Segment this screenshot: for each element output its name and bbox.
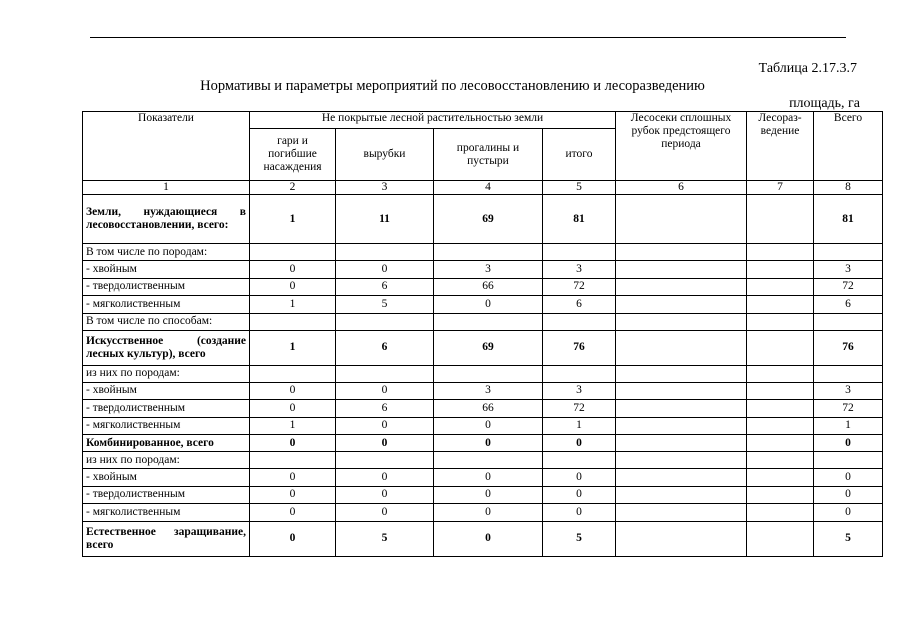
table-row xyxy=(83,452,883,469)
table-cell: 1 xyxy=(250,330,336,365)
table-cell xyxy=(747,435,814,452)
table-cell xyxy=(616,452,747,469)
table-cell xyxy=(336,452,434,469)
row-label: В том числе по породам: xyxy=(83,244,250,261)
table-cell: 72 xyxy=(814,400,883,418)
table-cell: 81 xyxy=(814,195,883,244)
table-row xyxy=(83,435,883,452)
table-cell: 0 xyxy=(336,469,434,487)
table-cell xyxy=(814,313,883,330)
header-afforestation: Лесораз-ведение xyxy=(747,112,814,181)
table-cell: 0 xyxy=(250,521,336,556)
document-title: Нормативы и параметры мероприятий по лесовосстановлению и лесоразведению xyxy=(200,78,705,94)
table-cell xyxy=(616,313,747,330)
table-cell xyxy=(747,486,814,504)
header-indicators: Показатели xyxy=(83,112,250,181)
table-cell: 76 xyxy=(814,330,883,365)
table-cell xyxy=(336,244,434,261)
table-cell xyxy=(336,313,434,330)
table-cell: 5 xyxy=(543,521,616,556)
table-cell xyxy=(616,400,747,418)
table-cell xyxy=(747,195,814,244)
table-cell: 0 xyxy=(543,486,616,504)
table-cell: 0 xyxy=(543,504,616,522)
row-label: - мягколиственным xyxy=(83,296,250,314)
table-cell: 0 xyxy=(434,417,543,435)
table-cell: 1 xyxy=(250,417,336,435)
table-cell: 3 xyxy=(543,261,616,279)
table-cell xyxy=(250,244,336,261)
table-cell: 0 xyxy=(336,261,434,279)
table-row xyxy=(83,521,883,556)
table-cell: 3 xyxy=(543,382,616,400)
table-row xyxy=(83,244,883,261)
table-cell xyxy=(543,452,616,469)
table-cell: 72 xyxy=(543,400,616,418)
table-row xyxy=(83,382,883,400)
table-cell xyxy=(434,313,543,330)
column-number: 8 xyxy=(814,181,883,195)
column-number: 6 xyxy=(616,181,747,195)
header-not-covered: Не покрытые лесной растительностью земли xyxy=(250,112,616,129)
column-number: 4 xyxy=(434,181,543,195)
table-cell xyxy=(747,504,814,522)
row-label: Земли, нуждающиеся в лесовосстановлении, всего: xyxy=(83,195,250,244)
column-number: 5 xyxy=(543,181,616,195)
table-cell: 0 xyxy=(336,382,434,400)
table-cell: 3 xyxy=(814,261,883,279)
table-cell xyxy=(616,382,747,400)
row-label: - хвойным xyxy=(83,261,250,279)
table-cell xyxy=(616,521,747,556)
table-cell xyxy=(616,365,747,382)
table-row xyxy=(83,330,883,365)
table-body xyxy=(83,195,883,557)
row-label: - твердолиственным xyxy=(83,486,250,504)
table-cell xyxy=(747,330,814,365)
table-cell xyxy=(747,469,814,487)
row-label: - хвойным xyxy=(83,382,250,400)
header-subtotal: итого xyxy=(543,129,616,181)
table-cell xyxy=(616,486,747,504)
table-cell xyxy=(616,504,747,522)
units-label: площадь, га xyxy=(789,96,860,111)
table-row xyxy=(83,504,883,522)
table-cell: 66 xyxy=(434,278,543,296)
table-cell: 6 xyxy=(814,296,883,314)
table-cell xyxy=(747,313,814,330)
table-cell xyxy=(747,261,814,279)
table-cell: 6 xyxy=(543,296,616,314)
column-numbers-row xyxy=(83,181,883,195)
table-number: Таблица 2.17.3.7 xyxy=(758,61,857,76)
header-total: Всего xyxy=(814,112,883,181)
table-cell: 0 xyxy=(250,504,336,522)
table-cell: 0 xyxy=(434,486,543,504)
table-cell: 0 xyxy=(434,469,543,487)
table-cell xyxy=(747,382,814,400)
table-row xyxy=(83,261,883,279)
table-cell xyxy=(747,365,814,382)
table-cell: 0 xyxy=(434,504,543,522)
row-label: из них по породам: xyxy=(83,452,250,469)
table-cell: 0 xyxy=(434,296,543,314)
table-cell: 0 xyxy=(336,435,434,452)
table-row xyxy=(83,469,883,487)
data-table xyxy=(82,111,883,557)
top-rule xyxy=(90,37,846,38)
row-label: Естественное заращивание, всего xyxy=(83,521,250,556)
table-cell xyxy=(616,278,747,296)
table-cell: 0 xyxy=(250,382,336,400)
table-cell: 76 xyxy=(543,330,616,365)
table-cell: 0 xyxy=(250,469,336,487)
table-cell xyxy=(747,400,814,418)
table-row xyxy=(83,400,883,418)
table-cell: 0 xyxy=(336,504,434,522)
table-cell: 0 xyxy=(543,469,616,487)
table-cell xyxy=(250,365,336,382)
table-cell xyxy=(814,244,883,261)
table-cell xyxy=(250,313,336,330)
table-row xyxy=(83,365,883,382)
table-cell: 0 xyxy=(250,400,336,418)
table-cell: 5 xyxy=(336,296,434,314)
table-cell: 0 xyxy=(336,486,434,504)
table-cell: 0 xyxy=(434,435,543,452)
table-cell: 1 xyxy=(543,417,616,435)
header-glades: прогалины и пустыри xyxy=(434,129,543,181)
table-cell xyxy=(747,296,814,314)
table-cell: 81 xyxy=(543,195,616,244)
table-cell: 0 xyxy=(814,469,883,487)
table-cell xyxy=(814,365,883,382)
table-row xyxy=(83,486,883,504)
table-cell: 0 xyxy=(814,435,883,452)
table-cell xyxy=(250,452,336,469)
table-cell: 0 xyxy=(543,435,616,452)
table-cell xyxy=(434,244,543,261)
column-number: 7 xyxy=(747,181,814,195)
row-label: - мягколиственным xyxy=(83,417,250,435)
table-cell: 72 xyxy=(814,278,883,296)
table-cell xyxy=(747,244,814,261)
column-number: 1 xyxy=(83,181,250,195)
table-cell: 69 xyxy=(434,195,543,244)
header-clearcuts: Лесосеки сплошных рубок предстоящего периода xyxy=(616,112,747,181)
table-cell xyxy=(616,435,747,452)
table-cell: 66 xyxy=(434,400,543,418)
table-cell xyxy=(747,278,814,296)
table-cell: 0 xyxy=(434,521,543,556)
table-row xyxy=(83,278,883,296)
table-cell xyxy=(616,195,747,244)
table-cell: 0 xyxy=(814,504,883,522)
table-cell: 3 xyxy=(434,382,543,400)
header-cuttings: вырубки xyxy=(336,129,434,181)
table-cell: 1 xyxy=(814,417,883,435)
table-cell xyxy=(616,417,747,435)
table-cell xyxy=(543,313,616,330)
table-row xyxy=(83,313,883,330)
row-label: В том числе по способам: xyxy=(83,313,250,330)
row-label: - твердолиственным xyxy=(83,278,250,296)
table-cell: 1 xyxy=(250,195,336,244)
table-cell: 0 xyxy=(336,417,434,435)
table-cell: 6 xyxy=(336,330,434,365)
row-label: Комбинированное, всего xyxy=(83,435,250,452)
table-cell xyxy=(434,452,543,469)
table-row xyxy=(83,195,883,244)
table-cell xyxy=(543,365,616,382)
table-cell: 1 xyxy=(250,296,336,314)
row-label: - мягколиственным xyxy=(83,504,250,522)
column-number: 2 xyxy=(250,181,336,195)
row-label: - хвойным xyxy=(83,469,250,487)
table-cell xyxy=(543,244,616,261)
table-cell xyxy=(616,261,747,279)
table-row xyxy=(83,417,883,435)
table-cell xyxy=(616,296,747,314)
column-number: 3 xyxy=(336,181,434,195)
table-cell: 0 xyxy=(250,261,336,279)
table-cell: 3 xyxy=(814,382,883,400)
table-cell: 6 xyxy=(336,400,434,418)
table-cell: 11 xyxy=(336,195,434,244)
table-cell: 72 xyxy=(543,278,616,296)
table-cell xyxy=(747,417,814,435)
table-cell: 5 xyxy=(336,521,434,556)
table-cell: 3 xyxy=(434,261,543,279)
table-cell xyxy=(616,469,747,487)
table-cell xyxy=(747,521,814,556)
table-cell xyxy=(434,365,543,382)
table-cell xyxy=(336,365,434,382)
table-cell: 0 xyxy=(250,486,336,504)
row-label: - твердолиственным xyxy=(83,400,250,418)
table-cell: 6 xyxy=(336,278,434,296)
row-label: Искусственное (создание лесных культур), всего xyxy=(83,330,250,365)
table-cell xyxy=(616,244,747,261)
table-cell: 0 xyxy=(250,435,336,452)
table-cell: 0 xyxy=(814,486,883,504)
table-row xyxy=(83,296,883,314)
table-cell: 5 xyxy=(814,521,883,556)
table-cell: 69 xyxy=(434,330,543,365)
header-burned: гари и погибшие насаждения xyxy=(250,129,336,181)
table-cell xyxy=(814,452,883,469)
table-cell xyxy=(616,330,747,365)
table-cell: 0 xyxy=(250,278,336,296)
row-label: из них по породам: xyxy=(83,365,250,382)
table-cell xyxy=(747,452,814,469)
